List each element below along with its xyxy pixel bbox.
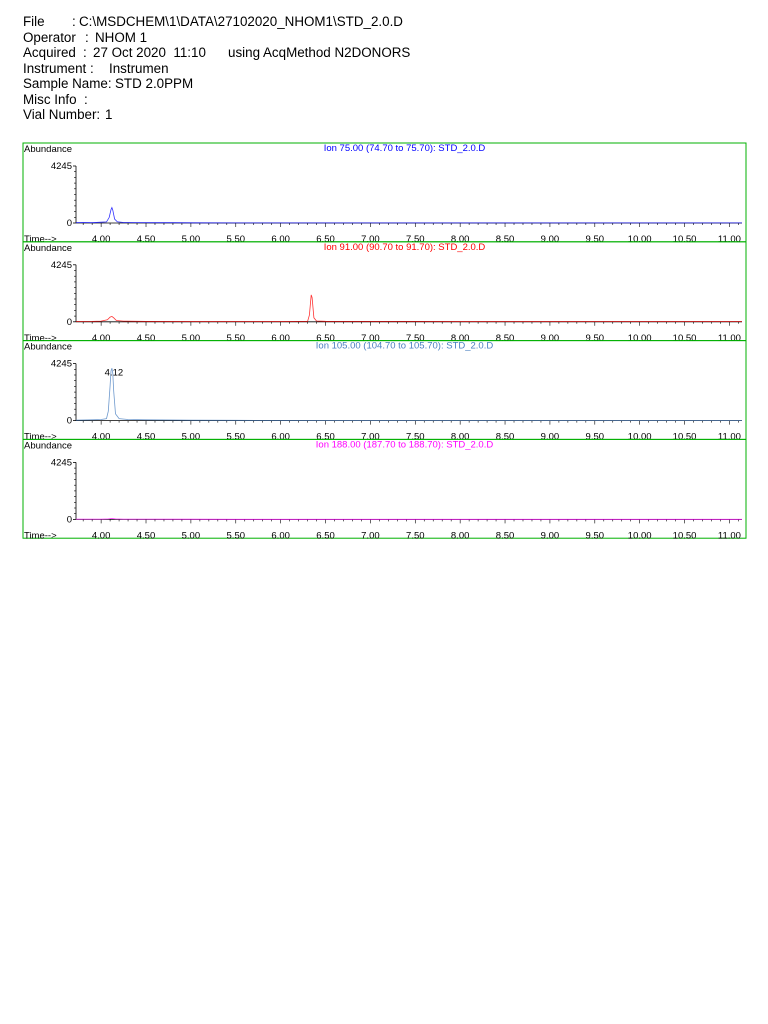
panel-1-trace xyxy=(76,208,742,223)
panel-2-xtick-label: 4.00 xyxy=(91,332,111,344)
panel-2-ylabel: Abundance xyxy=(24,242,73,254)
panel-1-xtick-label: 10.50 xyxy=(672,234,697,245)
panel-3-xtick-label: 8.00 xyxy=(450,431,470,443)
instrument-label: Instrument : xyxy=(23,60,94,76)
panel-2-trace xyxy=(76,295,742,322)
panel-3-trace xyxy=(76,368,742,420)
panel-2-xtick-label: 10.50 xyxy=(672,332,697,344)
panel-2-xtick-label: 5.00 xyxy=(181,332,201,344)
panel-4-frame xyxy=(23,439,746,538)
panel-3-ylabel: Abundance xyxy=(24,341,73,353)
acquired-separator: : xyxy=(83,45,87,60)
panel-1-xtick-label: 7.50 xyxy=(406,234,425,245)
panel-2-xtick-label: 7.00 xyxy=(361,332,380,344)
panel-1-ylabel: Abundance xyxy=(24,144,73,155)
panel-4-ylabel: Abundance xyxy=(24,440,73,452)
panel-3-xtick-label: 6.00 xyxy=(271,431,290,443)
panel-2-xtick-label: 7.50 xyxy=(406,332,425,344)
panel-2-xtick-label: 10.00 xyxy=(627,332,652,344)
panel-1-title: Ion 75.00 (74.70 to 75.70): STD_2.0.D xyxy=(323,143,486,154)
panel-3-xtick-label: 8.50 xyxy=(495,431,515,443)
panel-3-xtick-label: 4.00 xyxy=(91,431,111,443)
operator-separator: : xyxy=(85,29,89,45)
panel-1-xtick-label: 10.00 xyxy=(627,234,652,245)
panel-3-ytick-max: 4245 xyxy=(50,358,72,370)
panel-1-xtick-label: 8.00 xyxy=(450,234,470,245)
panel-1-xtick-label: 11.00 xyxy=(717,234,741,245)
panel-4-xtick-label: 6.00 xyxy=(271,530,290,542)
vial-number-label: Vial Number: xyxy=(23,107,101,122)
panel-3-xtick-label: 6.50 xyxy=(316,431,335,443)
panel-3-peak-label: 4.12 xyxy=(104,367,124,379)
panel-3-xtick-label: 10.00 xyxy=(627,431,652,443)
acquired-value: 27 Oct 2020 11:10 xyxy=(93,45,206,60)
panel-1-xlabel: Time--> xyxy=(24,234,57,245)
panel-2-ytick-zero: 0 xyxy=(66,316,72,328)
vial-number-value: 1 xyxy=(105,107,113,122)
panel-2-xtick-label: 6.00 xyxy=(271,332,290,344)
sample-name-value: STD 2.0PPM xyxy=(115,76,194,91)
panel-1-xtick-label: 9.00 xyxy=(540,234,560,245)
panel-4-xtick-label: 10.00 xyxy=(627,530,652,542)
file-value: C:\MSDCHEM\1\DATA\27102020_NHOM1\STD_2.0.D xyxy=(79,14,403,29)
file-label: File xyxy=(23,14,45,29)
sample-name-label: Sample Name: xyxy=(23,76,112,91)
panel-2-frame xyxy=(23,242,746,341)
panel-4-xtick-label: 7.50 xyxy=(406,530,425,542)
panel-2-xtick-label: 4.50 xyxy=(136,332,156,344)
panel-1-frame xyxy=(23,143,746,242)
panel-4-xtick-label: 5.50 xyxy=(226,530,246,542)
panel-3-frame xyxy=(23,341,746,440)
panel-4-xtick-label: 10.50 xyxy=(672,530,697,542)
misc-info-label: Misc Info : xyxy=(23,91,88,107)
instrument-value: Instrumen xyxy=(109,60,169,76)
panel-4-xtick-label: 4.50 xyxy=(136,530,156,542)
panel-4-title: Ion 188.00 (187.70 to 188.70): STD_2.0.D xyxy=(315,439,494,451)
panel-4-xtick-label: 9.50 xyxy=(585,530,605,542)
panel-1-xtick-label: 6.00 xyxy=(271,234,290,245)
acquired-method: using AcqMethod N2DONORS xyxy=(228,45,411,60)
panel-3-title: Ion 105.00 (104.70 to 105.70): STD_2.0.D xyxy=(315,340,494,352)
panel-2-xtick-label: 5.50 xyxy=(226,332,246,344)
panel-2-ytick-max: 4245 xyxy=(50,259,72,271)
panel-3-xtick-label: 9.50 xyxy=(585,431,605,443)
acquired-label: Acquired xyxy=(23,45,76,60)
panel-3-xtick-label: 5.00 xyxy=(181,431,201,443)
panel-3-xtick-label: 10.50 xyxy=(672,431,697,443)
panel-3-xtick-label: 11.00 xyxy=(717,431,741,443)
panel-2-title: Ion 91.00 (90.70 to 91.70): STD_2.0.D xyxy=(323,241,486,253)
panel-4-xtick-label: 6.50 xyxy=(316,530,335,542)
panel-1-xtick-label: 5.00 xyxy=(181,234,201,245)
operator-label: Operator xyxy=(23,29,76,45)
panel-1-xtick-label: 6.50 xyxy=(316,234,335,245)
panel-3-xlabel: Time--> xyxy=(24,431,57,443)
panel-4-xlabel: Time--> xyxy=(24,530,57,542)
panel-1-xtick-label: 5.50 xyxy=(226,234,246,245)
panel-2-xtick-label: 6.50 xyxy=(316,332,335,344)
panel-2-xtick-label: 9.00 xyxy=(540,332,560,344)
panel-3-xtick-label: 4.50 xyxy=(136,431,156,443)
panel-1-ytick-max: 4245 xyxy=(50,161,72,172)
panel-1-xtick-label: 7.00 xyxy=(361,234,380,245)
panel-1-xtick-label: 8.50 xyxy=(495,234,515,245)
panel-1-xtick-label: 4.00 xyxy=(91,234,111,245)
panel-4-xtick-label: 5.00 xyxy=(181,530,201,542)
panel-4-ytick-zero: 0 xyxy=(66,514,72,526)
panel-2-xtick-label: 9.50 xyxy=(585,332,605,344)
panel-4-xtick-label: 7.00 xyxy=(361,530,380,542)
panel-4-trace xyxy=(76,519,742,520)
panel-1-xtick-label: 9.50 xyxy=(585,234,605,245)
panel-3-xtick-label: 7.00 xyxy=(361,431,380,443)
panel-2-xlabel: Time--> xyxy=(24,332,57,344)
panel-1-xtick-label: 4.50 xyxy=(136,234,156,245)
panel-3-ytick-zero: 0 xyxy=(66,415,72,427)
panel-3-xtick-label: 9.00 xyxy=(540,431,560,443)
panel-2-xtick-label: 8.00 xyxy=(450,332,470,344)
panel-3-xtick-label: 7.50 xyxy=(406,431,425,443)
panel-4-xtick-label: 11.00 xyxy=(717,530,741,542)
panel-1-ytick-zero: 0 xyxy=(66,218,72,229)
panel-4-xtick-label: 8.50 xyxy=(495,530,515,542)
panel-2-xtick-label: 8.50 xyxy=(495,332,515,344)
panel-4-xtick-label: 8.00 xyxy=(450,530,470,542)
panel-4-xtick-label: 4.00 xyxy=(91,530,111,542)
file-separator: : xyxy=(72,14,76,29)
operator-value: NHOM 1 xyxy=(95,29,148,45)
panel-4-xtick-label: 9.00 xyxy=(540,530,560,542)
panel-2-xtick-label: 11.00 xyxy=(717,332,741,344)
panel-4-ytick-max: 4245 xyxy=(50,457,72,469)
panel-3-xtick-label: 5.50 xyxy=(226,431,246,443)
